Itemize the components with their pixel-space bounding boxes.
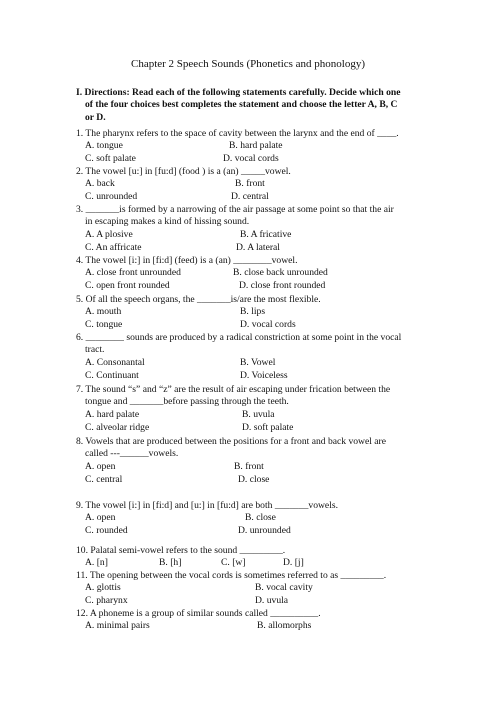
option-b[interactable]: B. Vowel (240, 356, 276, 368)
option-b[interactable]: B. [h] (159, 557, 182, 569)
option-a[interactable]: A. open (85, 512, 116, 524)
option-a[interactable]: A. hard palate (85, 408, 140, 420)
question-stem: 8. Vowels that are produced between the positions for a front and back vowel are (76, 436, 387, 447)
option-a[interactable]: A. close front unrounded (85, 267, 181, 279)
directions (76, 87, 424, 124)
option-row (76, 595, 424, 608)
option-row (76, 267, 424, 280)
option-b[interactable]: B. lips (240, 306, 266, 318)
option-row (76, 191, 424, 204)
question-stem: 2. The vowel [u:] in [fu:d] (food ) is a (an) _____vowel. (76, 166, 291, 177)
option-c[interactable]: C. An affricate (85, 241, 142, 253)
question-stem-continued: tract. (85, 344, 105, 356)
option-a[interactable]: A. back (85, 178, 115, 190)
option-row (76, 557, 424, 570)
option-row (76, 461, 424, 474)
option-d[interactable]: D. uvula (255, 595, 289, 607)
option-b[interactable]: B. allomorphs (257, 620, 312, 632)
option-b[interactable]: B. close back unrounded (233, 267, 328, 279)
option-row (76, 409, 424, 422)
question-stem: 1. The pharynx refers to the space of cavity between the larynx and the end of ____. (76, 128, 399, 139)
option-b[interactable]: B. vocal cavity (255, 582, 313, 594)
option-row (76, 474, 424, 487)
option-d[interactable]: D. close (238, 473, 270, 485)
option-row (76, 153, 424, 166)
question-3 (76, 204, 424, 254)
option-a[interactable]: A. open (85, 460, 116, 472)
option-a[interactable]: A. mouth (85, 306, 122, 318)
option-row (76, 582, 424, 595)
question-9 (76, 500, 424, 538)
option-c[interactable]: C. open front rounded (85, 280, 170, 292)
question-stem: 5. Of all the speech organs, the _______is/are the most flexible. (76, 294, 321, 305)
option-d[interactable]: D. Voiceless (240, 369, 288, 381)
question-11 (76, 570, 424, 608)
question-1 (76, 128, 424, 166)
option-d[interactable]: D. soft palate (242, 421, 294, 433)
question-10 (76, 545, 424, 570)
option-c[interactable]: C. central (85, 473, 123, 485)
option-d[interactable]: D. A lateral (236, 241, 280, 253)
question-2 (76, 166, 424, 204)
option-d[interactable]: D. close front rounded (239, 280, 326, 292)
option-b[interactable]: B. close (245, 512, 276, 524)
question-stem: 6. ________ sounds are produced by a radical constriction at some point in the vocal (76, 332, 402, 343)
option-b[interactable]: B. uvula (242, 408, 275, 420)
directions-line-3: or D. (85, 111, 106, 123)
option-a[interactable]: A. Consonantal (85, 356, 145, 368)
option-c[interactable]: C. tongue (85, 319, 123, 331)
option-d[interactable]: D. unrounded (238, 525, 291, 537)
question-7 (76, 384, 424, 434)
option-row (76, 512, 424, 525)
option-row (76, 422, 424, 435)
option-row (76, 306, 424, 319)
question-stem-continued: tongue and _______before passing through the teeth. (85, 396, 289, 408)
directions-line-1: I. Directions: Read each of the following statements carefully. Decide which one (76, 87, 401, 98)
option-row (76, 357, 424, 370)
option-row (76, 140, 424, 153)
option-row (76, 370, 424, 383)
question-12 (76, 608, 424, 633)
question-8 (76, 436, 424, 486)
question-stem-continued: called ---______vowels. (85, 448, 179, 460)
question-stem: 12. A phoneme is a group of similar sounds called __________. (76, 608, 321, 619)
question-4 (76, 255, 424, 293)
chapter-title: Chapter 2 Speech Sounds (Phonetics and phonology) (130, 58, 366, 70)
question-stem: 7. The sound “s” and “z” are the result of air escaping under frication between the (76, 384, 391, 395)
option-row (76, 525, 424, 538)
option-b[interactable]: B. A fricative (240, 228, 292, 240)
option-c[interactable]: C. rounded (85, 525, 128, 537)
option-d[interactable]: D. vocal cords (223, 153, 279, 165)
question-stem: 11. The opening between the vocal cords is sometimes referred to as _________. (76, 570, 387, 581)
option-c[interactable]: C. soft palate (85, 153, 136, 165)
directions-line-2: of the four choices best completes the statement and choose the letter A, B, C (85, 99, 398, 111)
option-d[interactable]: D. vocal cords (240, 319, 296, 331)
option-a[interactable]: A. glottis (85, 582, 121, 594)
option-row (76, 319, 424, 332)
question-stem: 10. Palatal semi-vowel refers to the sound _________. (76, 545, 286, 556)
option-row (76, 620, 424, 633)
option-b[interactable]: B. front (235, 178, 265, 190)
option-c[interactable]: C. [w] (221, 557, 246, 569)
question-stem: 4. The vowel [i:] in [fi:d] (feed) is a (an) ________vowel. (76, 255, 298, 266)
option-row (76, 178, 424, 191)
option-a[interactable]: A. minimal pairs (85, 620, 150, 632)
question-5 (76, 294, 424, 332)
option-c[interactable]: C. pharynx (85, 595, 128, 607)
option-row (76, 280, 424, 293)
option-c[interactable]: C. unrounded (85, 191, 138, 203)
option-a[interactable]: A. [n] (85, 557, 108, 569)
option-b[interactable]: B. hard palate (229, 140, 283, 152)
question-stem-continued: in escaping makes a kind of hissing sound. (85, 216, 250, 228)
option-a[interactable]: A. tongue (85, 140, 123, 152)
option-row (76, 229, 424, 242)
question-6 (76, 332, 424, 382)
option-c[interactable]: C. alveolar ridge (85, 421, 150, 433)
option-a[interactable]: A. A plosive (85, 228, 133, 240)
question-stem: 9. The vowel [i:] in [fi:d] and [u:] in [fu:d] are both _______vowels. (76, 500, 338, 511)
option-d[interactable]: D. [j] (283, 557, 304, 569)
option-d[interactable]: D. central (231, 191, 269, 203)
option-c[interactable]: C. Continuant (85, 369, 139, 381)
option-row (76, 242, 424, 255)
question-stem: 3. _______is formed by a narrowing of the air passage at some point so that the air (76, 204, 394, 215)
option-b[interactable]: B. front (234, 460, 264, 472)
